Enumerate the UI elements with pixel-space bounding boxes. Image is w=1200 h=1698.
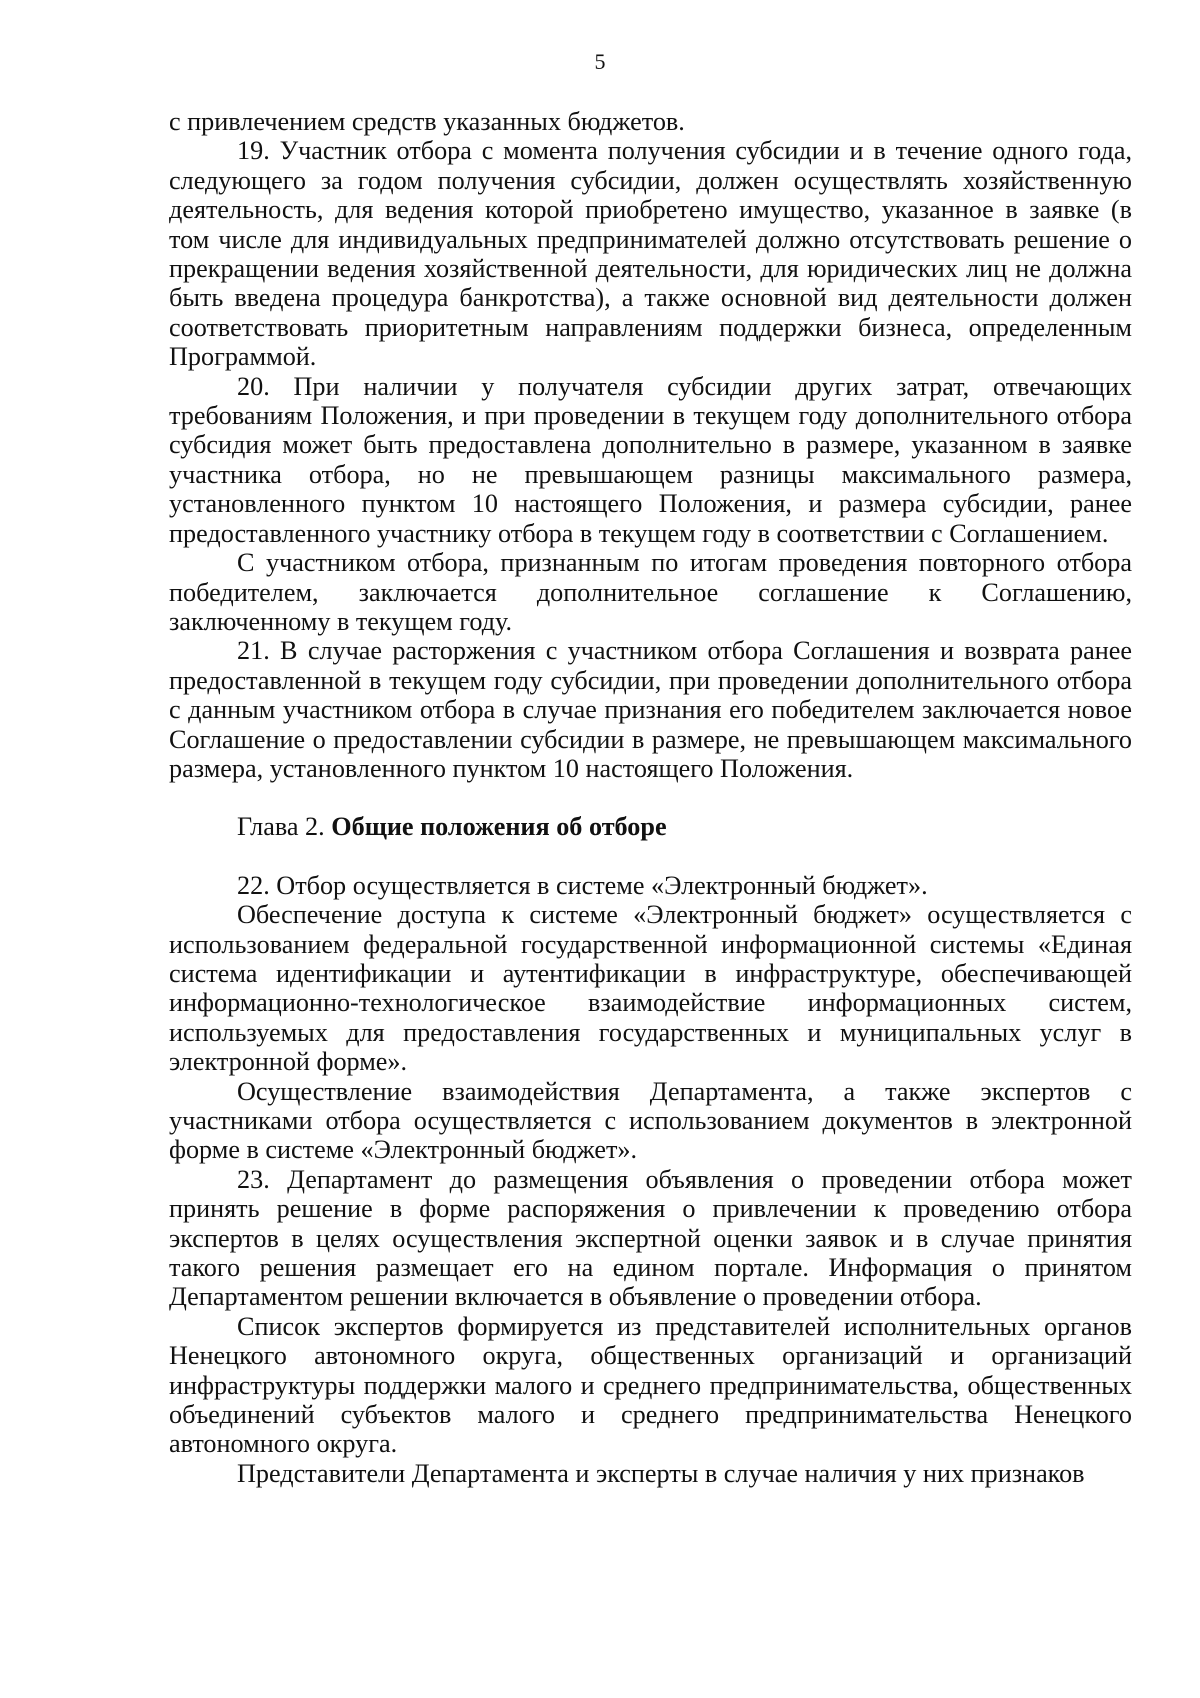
paragraph-item-19: 19. Участник отбора с момента получения субсидии и в течение одного года, следующего за годом получения субсидии, должен осуществлять хозяйственную деятельность, для ведения которой приобретено имущество, указанное в заявке (в том числе для индивидуальных предпринимателей должно отсутствовать решение о прекращении ведения хозяйственной деятельности, для юридических лиц не должна быть введена процедура банкротства), а также основной вид деятельности должен соответствовать приоритетным направлениям поддержки бизнеса, определенным Программой.	[169, 136, 1132, 372]
paragraph-item-20: 20. При наличии у получателя субсидии других затрат, отвечающих требованиям Положения, и при проведении в текущем году дополнительного отбора субсидия может быть предоставлена дополнительно в размере, указанном в заявке участника отбора, но не превышающем разницы максимального размера, установленного пунктом 10 настоящего Положения, и размера субсидии, ранее предоставленного участнику отбора в текущем году в соответствии с Соглашением.	[169, 371, 1132, 548]
paragraph-continuation: с привлечением средств указанных бюджетов.	[169, 107, 685, 136]
paragraph-interaction: Осуществление взаимодействия Департамента, а также экспертов с участниками отбора осуществляется с использованием документов в электронной форме в системе «Электронный бюджет».	[169, 1076, 1132, 1165]
paragraph-access: Обеспечение доступа к системе «Электронный бюджет» осуществляется с использованием федеральной государственной информационной системы «Единая система идентификации и аутентификации в инфраструктуре, обеспечивающей информационно-технологическое взаимодействие информационных систем, используемых для предоставления государственных и муниципальных услуг в электронной форме».	[169, 900, 1132, 1077]
paragraph-additional-agreement: С участником отбора, признанным по итогам проведения повторного отбора победителем, заключается дополнительное соглашение к Соглашению, заключенному в текущем году.	[169, 548, 1132, 636]
paragraph-item-21: 21. В случае расторжения с участником отбора Соглашения и возврата ранее предоставленной в текущем году субсидии, при проведении дополнительного отбора с данным участником отбора в случае признания его победителем заключается новое Соглашение о предоставлении субсидии в размере, не превышающем максимального размера, установленного пунктом 10 настоящего Положения.	[169, 636, 1132, 783]
chapter-prefix: Глава 2.	[237, 812, 332, 842]
paragraph-item-22: 22. Отбор осуществляется в системе «Электронный бюджет».	[237, 870, 928, 900]
document-body	[169, 107, 1132, 1488]
spacer	[169, 842, 1132, 871]
chapter-heading	[169, 812, 1132, 841]
paragraph-representatives: Представители Департамента и эксперты в случае наличия у них признаков	[237, 1458, 1085, 1488]
paragraph-item-23: 23. Департамент до размещения объявления о проведении отбора может принять решение в форме распоряжения о привлечении к проведению отбора экспертов в целях осуществления экспертной оценки заявок и в случае принятия такого решения размещает его на едином портале. Информация о принятом Департаментом решении включается в объявление о проведении отбора.	[169, 1164, 1132, 1312]
paragraph-experts-list: Список экспертов формируется из представителей исполнительных органов Ненецкого автономного округа, общественных организаций и организаций инфраструктуры поддержки малого и среднего предпринимательства, общественных объединений субъектов малого и среднего предпринимательства Ненецкого автономного округа.	[169, 1311, 1132, 1459]
chapter-title: Общие положения об отборе	[331, 812, 667, 842]
page-number: 5	[594, 49, 606, 74]
spacer	[169, 783, 1132, 812]
